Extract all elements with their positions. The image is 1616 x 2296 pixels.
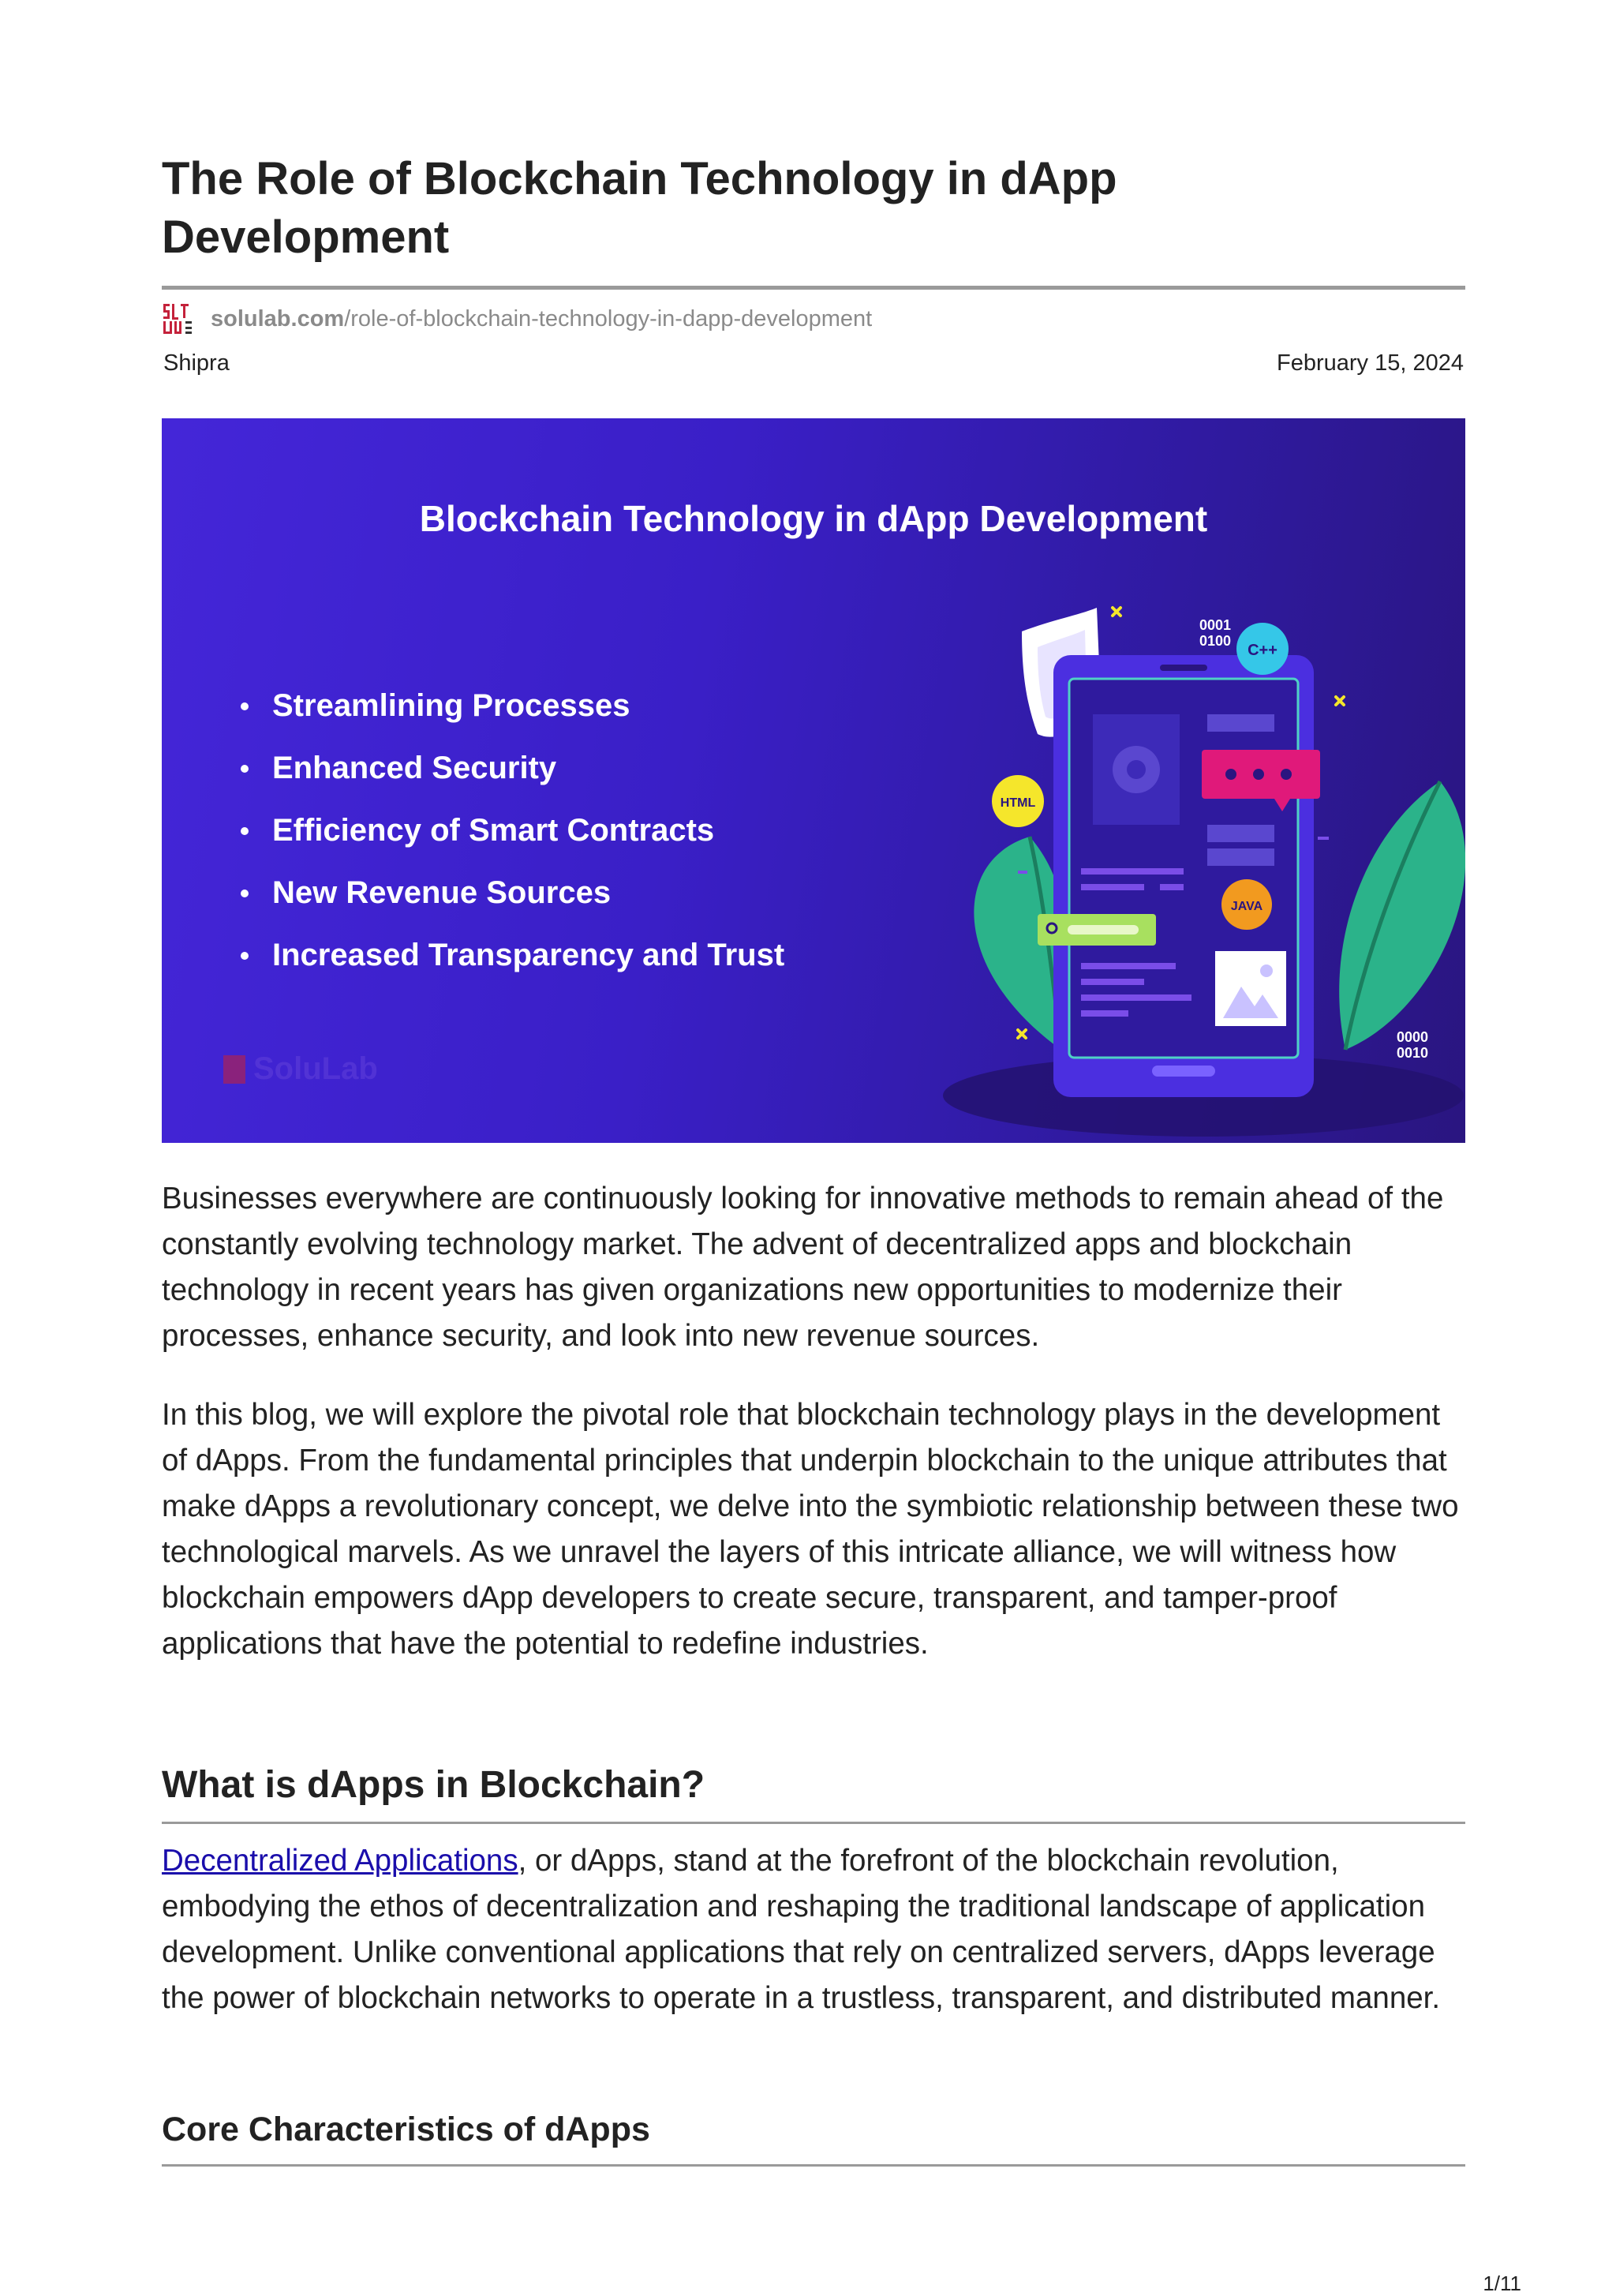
- section1-paragraph: Decentralized Applications, or dApps, stand at the forefront of the blockchain revolution, embodying the ethos of decentralization and reshaping the traditional landscape of application development. Unlike conventional applications that rely on centralized servers, dApps leverage the power of blockchain networks to operate in a trustless, transparent, and distributed manner.: [162, 1844, 1441, 2015]
- page-number: 1/11: [1483, 2272, 1521, 2295]
- hero-logo: SoluLab: [223, 1051, 378, 1087]
- svg-text:0010: 0010: [1397, 1045, 1429, 1061]
- publish-date: February 15, 2024: [1277, 350, 1464, 376]
- solulab-favicon-icon: [162, 302, 195, 335]
- title-divider: [162, 286, 1465, 290]
- hero-image: [162, 418, 1465, 1143]
- section-heading-what-is-dapps: What is dApps in Blockchain?: [162, 1764, 705, 1806]
- hero-title: Blockchain Technology in dApp Development: [419, 498, 1208, 539]
- source-path[interactable]: /role-of-blockchain-technology-in-dapp-development: [344, 305, 873, 331]
- svg-text:HTML: HTML: [1000, 796, 1036, 810]
- hero-bullet: Enhanced Security: [241, 737, 784, 800]
- decentralized-applications-link[interactable]: Decentralized Applications: [162, 1844, 518, 1878]
- section-divider: [162, 1822, 1465, 1824]
- hero-bullet: New Revenue Sources: [241, 862, 784, 924]
- right-leaf-icon: [1339, 781, 1465, 1050]
- hero-bullet: Efficiency of Smart Contracts: [241, 800, 784, 862]
- intro-paragraph-1: Businesses everywhere are continuously looking for innovative methods to remain ahead of the constantly evolving technology market. The advent of decentralized apps and blockchain technology in recent years has given organizations new opportunities to modernize their processes, enhance security, and look into new revenue sources.: [162, 1182, 1444, 1353]
- phone-illustration: [162, 418, 1465, 1143]
- source-domain[interactable]: solulab.com: [211, 305, 345, 331]
- svg-text:JAVA: JAVA: [1230, 900, 1263, 913]
- section-divider: [162, 2164, 1465, 2167]
- article-title: The Role of Blockchain Technology in dApp Development: [162, 153, 1117, 263]
- hero-bullet: Streamlining Processes: [241, 675, 784, 737]
- svg-text:0100: 0100: [1199, 633, 1232, 649]
- author-name: Shipra: [163, 350, 230, 376]
- svg-text:C++: C++: [1248, 642, 1277, 659]
- section-heading-core-characteristics: Core Characteristics of dApps: [162, 2111, 650, 2148]
- hero-bullet: Increased Transparency and Trust: [241, 924, 784, 987]
- source-link[interactable]: [162, 302, 872, 336]
- svg-text:0001: 0001: [1199, 617, 1232, 633]
- intro-paragraph-2: In this blog, we will explore the pivotal role that blockchain technology plays in the development of dApps. From the fundamental principles that underpin blockchain to the unique attributes that make dApps a revolutionary concept, we delve into the symbiotic relationship between these two technological marvels. As we unravel the layers of this intricate alliance, we will witness how blockchain empowers dApp developers to create secure, transparent, and tamper-proof applications that have the potential to redefine industries.: [162, 1398, 1459, 1661]
- svg-text:0000: 0000: [1397, 1029, 1429, 1045]
